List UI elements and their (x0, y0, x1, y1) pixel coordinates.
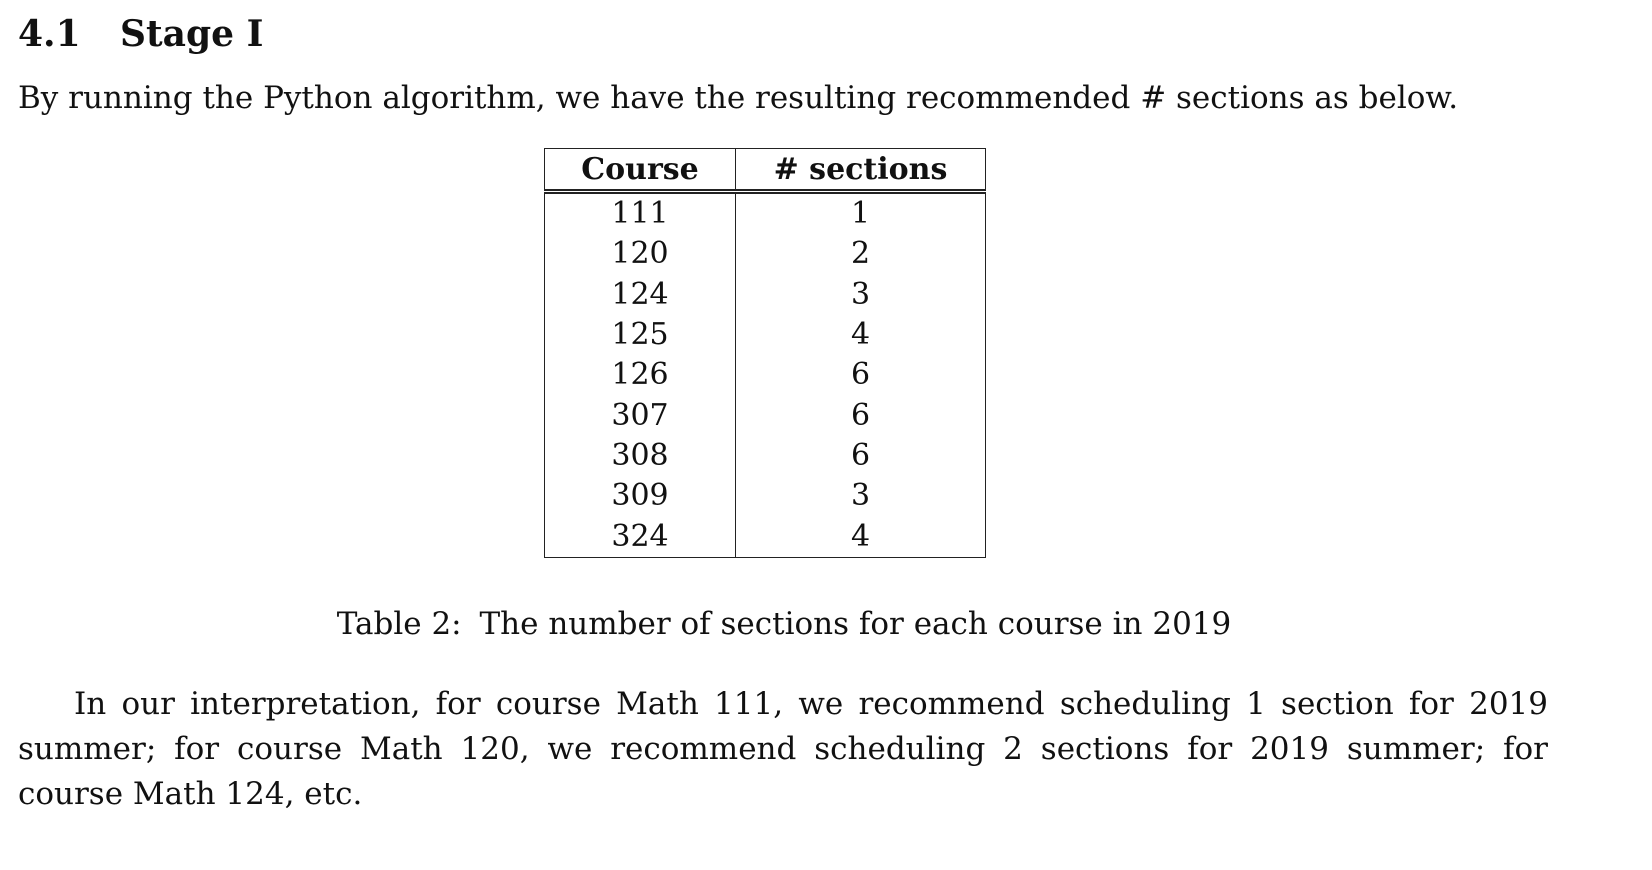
table-row (545, 516, 986, 557)
section-heading (18, 12, 1548, 56)
course-cell: 120 (545, 234, 736, 274)
interpretation-paragraph: In our interpretation, for course Math 111, we recommend scheduling 1 section for 2019 summer; for course Math 120, we recommend scheduling 2 sections for 2019 summer; for course Math 124, etc. (18, 686, 1548, 812)
sections-cell: 6 (736, 436, 986, 476)
course-cell: 126 (545, 355, 736, 395)
caption-text: The number of sections for each course in 2019 (479, 606, 1232, 642)
course-cell: 111 (545, 192, 736, 235)
sections-cell: 4 (736, 516, 986, 557)
page-content (18, 12, 1548, 118)
results-table-container (544, 148, 986, 558)
table-caption (0, 604, 1568, 644)
sections-cell: 2 (736, 234, 986, 274)
sections-cell: 3 (736, 476, 986, 516)
table-row (545, 275, 986, 315)
table-row (545, 436, 986, 476)
table-row (545, 355, 986, 395)
table-row (545, 315, 986, 355)
table-row (545, 476, 986, 516)
column-header-sections: # sections (736, 149, 986, 192)
sections-cell: 6 (736, 395, 986, 435)
intro-paragraph: By running the Python algorithm, we have the resulting recommended # sections as below. (18, 80, 1459, 116)
table-row (545, 192, 986, 235)
course-cell: 307 (545, 395, 736, 435)
section-number: 4.1 (18, 13, 81, 55)
table-row (545, 234, 986, 274)
course-cell: 308 (545, 436, 736, 476)
results-table (544, 148, 986, 558)
course-cell: 309 (545, 476, 736, 516)
sections-cell: 3 (736, 275, 986, 315)
caption-label: Table 2: (336, 606, 462, 642)
column-header-course: Course (545, 149, 736, 192)
table-header-row (545, 149, 986, 192)
sections-cell: 4 (736, 315, 986, 355)
sections-cell: 1 (736, 192, 986, 235)
course-cell: 324 (545, 516, 736, 557)
section-title: Stage I (120, 13, 264, 55)
table-row (545, 395, 986, 435)
sections-cell: 6 (736, 355, 986, 395)
course-cell: 125 (545, 315, 736, 355)
course-cell: 124 (545, 275, 736, 315)
